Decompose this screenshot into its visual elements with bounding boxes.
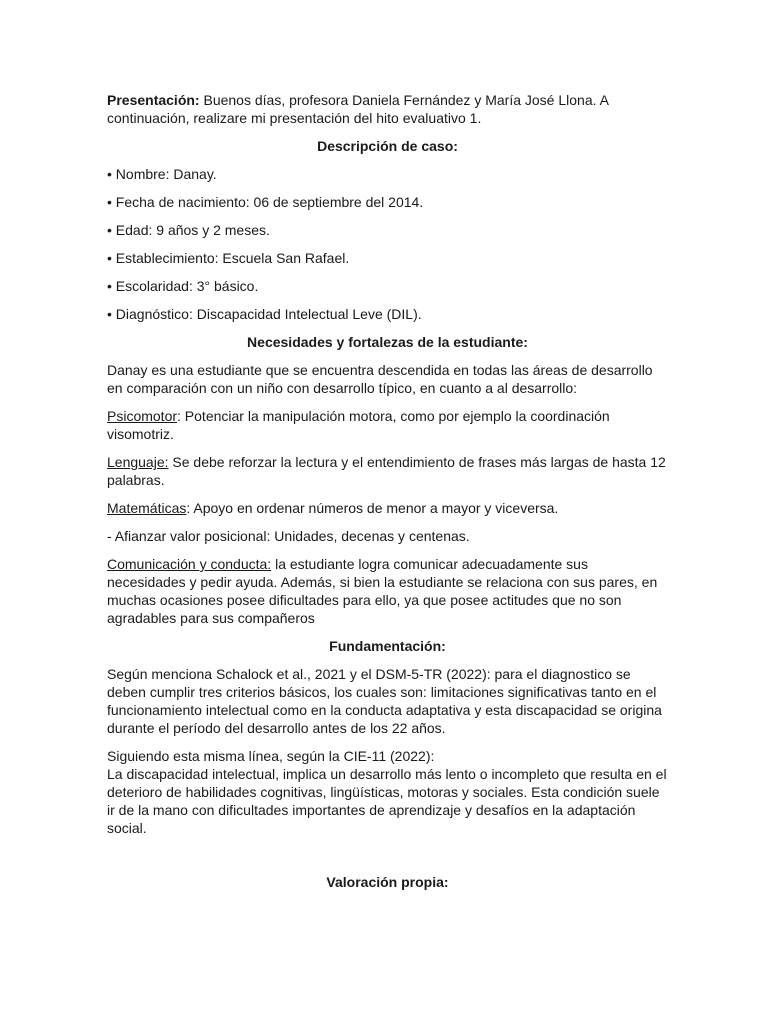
case-item-name: • Nombre: Danay.	[107, 166, 217, 182]
case-item-grade: • Escolaridad: 3° básico.	[107, 278, 259, 294]
intro-text: Buenos días, profesora Daniela Fernández y María José Llona. A continuación, realizare mi presentación del hito evaluativo 1.	[107, 92, 609, 126]
case-item-birthdate: • Fecha de nacimiento: 06 de septiembre del 2014.	[107, 194, 424, 210]
communication-label: Comunicación y conducta:	[107, 556, 272, 572]
foundation-paragraph-2	[107, 747, 668, 837]
valoracion-heading: Valoración propia:	[326, 874, 449, 890]
area-matematicas	[107, 499, 668, 517]
area-lenguaje-text: Se debe reforzar la lectura y el entendimiento de frases más largas de hasta 12 palabras.	[107, 454, 666, 488]
area-matematicas-label: Matemáticas	[107, 500, 187, 516]
section-spacer	[107, 847, 668, 873]
intro-paragraph	[107, 91, 668, 127]
afianzar-line: - Afianzar valor posicional: Unidades, decenas y centenas.	[107, 528, 470, 544]
case-heading: Descripción de caso:	[317, 138, 458, 154]
foundation-paragraph-1: Según menciona Schalock et al., 2021 y el DSM-5-TR (2022): para el diagnostico se deben cumplir tres criterios básicos, los cuales son: limitaciones significativas tanto en el funcionamiento intelectual como en la conducta adaptativa y esta discapacidad se origina durante el período del desarrollo antes de los 22 años.	[107, 666, 662, 736]
communication-text: la estudiante logra comunicar adecuadamente sus necesidades y pedir ayuda. Además, si bien la estudiante se relaciona con sus pares, en muchas ocasiones posee dificultades para ello, ya que posee actitudes que no son agradables para sus compañeros	[107, 556, 658, 626]
area-matematicas-text: : Apoyo en ordenar números de menor a mayor y viceversa.	[186, 500, 559, 516]
area-lenguaje-label: Lenguaje:	[107, 454, 169, 470]
area-psicomotor-label: Psicomotor	[107, 408, 178, 424]
needs-heading: Necesidades y fortalezas de la estudiante:	[247, 334, 528, 350]
foundation-p2-line1: Siguiendo esta misma línea, según la CIE-11 (2022):	[107, 748, 435, 764]
case-item-age: • Edad: 9 años y 2 meses.	[107, 222, 270, 238]
case-item-diagnosis: • Diagnóstico: Discapacidad Intelectual Leve (DIL).	[107, 306, 422, 322]
foundation-p2-rest: La discapacidad intelectual, implica un desarrollo más lento o incompleto que resulta en el deterioro de habilidades cognitivas, lingüísticas, motoras y sociales. Esta condición suele ir de la mano con dificultades importantes de aprendizaje y desafíos en la adaptación social.	[107, 766, 667, 836]
foundation-heading: Fundamentación:	[329, 638, 446, 654]
needs-intro: Danay es una estudiante que se encuentra descendida en todas las áreas de desarrollo en comparación con un niño con desarrollo típico, en cuanto a al desarrollo:	[107, 362, 653, 396]
area-lenguaje	[107, 453, 668, 489]
communication-paragraph	[107, 555, 668, 627]
intro-label: Presentación:	[107, 92, 200, 108]
area-psicomotor-text: : Potenciar la manipulación motora, como por ejemplo la coordinación visomotriz.	[107, 408, 610, 442]
case-item-school: • Establecimiento: Escuela San Rafael.	[107, 250, 350, 266]
area-psicomotor	[107, 407, 668, 443]
